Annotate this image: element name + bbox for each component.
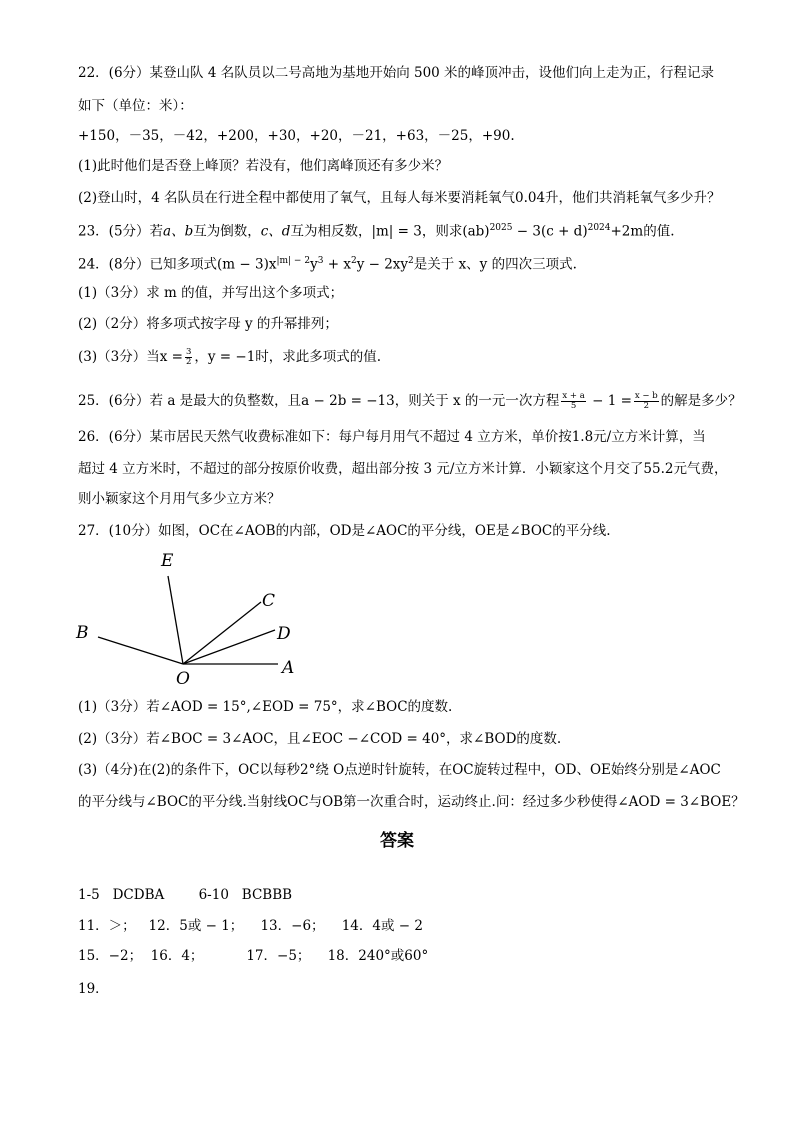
q27-part3-line2: 的平分线与∠BOC的平分线.当射线OC与OB第一次重合时，运动终止.问：经过多少秒使得∠AOD = 3∠BOE？ <box>78 794 745 810</box>
q22-part2: (2)登山时，4 名队员在行进全程中都使用了氧气，且每人每米要消耗氧气0.04升，他们共消耗氧气多少升？ <box>78 190 721 206</box>
q23-text-e: 互为相反数，|m| = 3，则求(ab) <box>290 223 490 240</box>
q23-text-c: 互为倒数， <box>193 223 261 240</box>
q25-text-b: − 1 = <box>587 393 632 409</box>
q23-exponent-1: 2025 <box>489 223 513 233</box>
q25-stem <box>78 392 742 411</box>
q24-part3-text-a: (3)（3分）当x = <box>78 349 183 365</box>
q24-exponent-1: |m| − 2 <box>276 256 311 266</box>
q22-stem-line2: 如下（单位：米）： <box>78 98 193 114</box>
q24-text-b: y <box>310 256 318 273</box>
q24-fraction-numerator: 3 <box>185 347 192 357</box>
q25-fraction-1 <box>561 392 585 411</box>
q27-stem: 27．(10分）如图，OC在∠AOB的内部，OD是∠AOC的平分线，OE是∠BOC的平分线. <box>78 523 611 539</box>
label-o: O <box>176 669 190 689</box>
q23-stem <box>78 219 675 241</box>
q23-text-f: − 3(c + d) <box>512 223 588 240</box>
label-b: B <box>76 623 89 643</box>
q24-text-e: 是关于 x、y 的四次三项式. <box>413 256 577 273</box>
ray-oe <box>168 576 183 664</box>
label-a: A <box>282 658 295 678</box>
label-e: E <box>161 551 174 571</box>
q27-part1: (1)（3分）若∠AOD = 15°,∠EOD = 75°，求∠BOC的度数. <box>78 699 453 715</box>
q25-fraction-1-denominator: 5 <box>570 401 577 411</box>
q25-text-c: 的解是多少？ <box>660 393 742 409</box>
q24-exponent-4: 2 <box>408 256 414 266</box>
q26-line1: 26．(6分）某市居民天然气收费标准如下：每户每月用气不超过 4 立方米，单价按1.8元/立方米计算，当 <box>78 429 706 445</box>
q25-fraction-2-numerator: x − b <box>634 391 658 401</box>
q24-text-d: y − 2xy <box>356 256 409 273</box>
ray-ob <box>98 637 183 664</box>
q23-text-a: 23．(5分）若 <box>78 223 164 240</box>
q24-part3 <box>78 348 381 367</box>
ray-od <box>183 630 275 664</box>
q24-stem <box>78 252 577 274</box>
q24-text-a: 24．(8分）已知多项式(m − 3)x <box>78 256 277 273</box>
q25-fraction-2 <box>634 392 659 411</box>
q27-part2: (2)（3分）若∠BOC = 3∠AOC，且∠EOC −∠COD = 40°，求∠BOD的度数. <box>78 731 562 747</box>
q25-fraction-2-denominator: 2 <box>643 401 649 411</box>
label-d: D <box>277 624 291 644</box>
answers-row-3: 15．−2； 16．4； 17．−5； 18．240°或60° <box>78 948 429 964</box>
q24-exponent-3: 2 <box>350 256 357 266</box>
q26-line3: 则小颖家这个月用气多少立方米？ <box>78 491 281 507</box>
ray-oc <box>183 602 261 664</box>
q24-fraction-denominator: 2 <box>185 357 192 367</box>
q22-part1: (1)此时他们是否登上峰顶？若没有，他们离峰顶还有多少米？ <box>78 158 449 174</box>
q24-part3-text-b: ，y = −1时，求此多项式的值. <box>194 349 382 365</box>
answers-row-2: 11．＞； 12．5或 − 1； 13．−6； 14．4或 − 2 <box>78 918 423 934</box>
q25-text-a: 25．(6分）若 a 是最大的负整数，且a − 2b = −13，则关于 x 的一元一次方程 <box>78 393 560 409</box>
q23-text-d: c、d <box>260 223 291 240</box>
q27-part3-line1: (3)（4分)在(2)的条件下，OC以每秒2°绕 O点逆时针旋转，在OC旋转过程中，OD、OE始终分别是∠AOC <box>78 762 721 778</box>
angle-figure <box>60 540 320 690</box>
label-c: C <box>262 591 276 611</box>
q22-stem-line1: 22．(6分）某登山队 4 名队员以二号高地为基地开始向 500 米的峰顶冲击，设他们向上走为正，行程记录 <box>78 65 715 81</box>
answers-row-4: 19． <box>78 981 109 997</box>
q23-text-g: +2m的值. <box>610 223 675 240</box>
q24-part2: (2)（2分）将多项式按字母 y 的升幂排列； <box>78 316 338 332</box>
q24-text-c: + x <box>323 256 351 273</box>
q23-exponent-2: 2024 <box>587 223 611 233</box>
q23-text-b: a、b <box>163 223 194 240</box>
answers-row-1: 1-5 DCDBA 6-10 BCBBB <box>78 887 293 903</box>
q25-fraction-1-numerator: x + a <box>562 391 585 401</box>
q24-exponent-2: 3 <box>317 256 324 266</box>
q22-records: +150，－35，－42，+200，+30，+20，－21，+63，－25，+90. <box>78 128 515 144</box>
q24-fraction <box>185 348 192 367</box>
q26-line2: 超过 4 立方米时，不超过的部分按原价收费，超出部分按 3 元/立方米计算．小颖家这个月交了55.2元气费， <box>78 461 728 477</box>
answers-title: 答案 <box>380 831 414 851</box>
q24-part1: (1)（3分）求 m 的值，并写出这个多项式； <box>78 285 344 301</box>
